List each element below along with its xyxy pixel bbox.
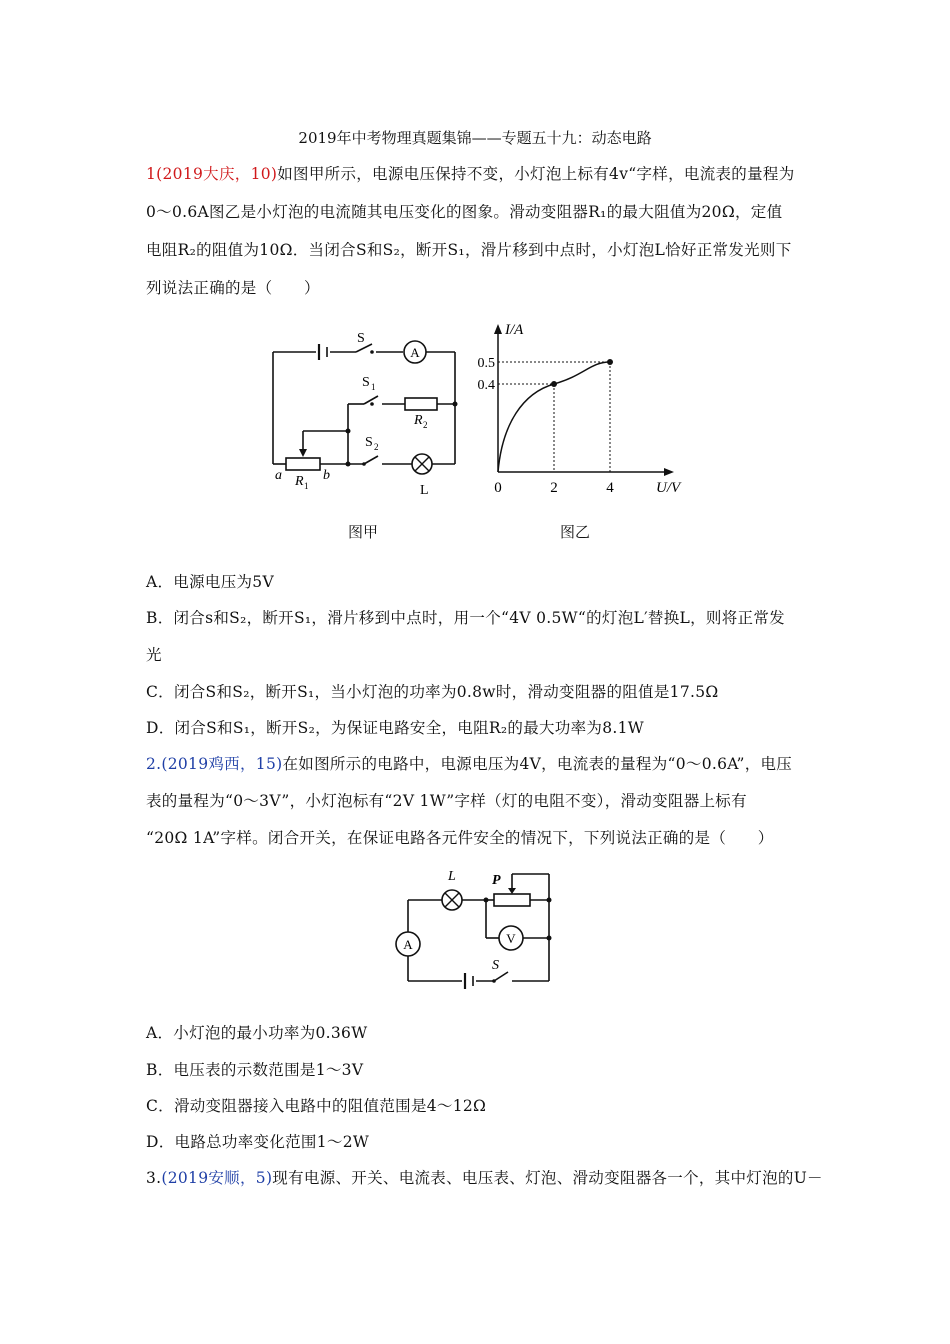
x-tick-label-0: 0 [494, 480, 502, 496]
q2-option-c: C．滑动变阻器接入电路中的阻值范围是4～12Ω [146, 1097, 487, 1115]
r1-sub: 1 [304, 481, 309, 491]
q2-option-b: B．电压表的示数范围是1～3V [146, 1061, 364, 1079]
q2-line-2: 表的量程为“0～3V”，小灯泡标有“2V 1W”字样（灯的电阻不变），滑动变阻器上标有 [146, 792, 747, 810]
switch-s2-sub: 2 [374, 442, 379, 452]
r2-label: R [414, 413, 423, 428]
end-a-label: a [275, 468, 282, 483]
y-tick-label-0: 0.4 [477, 378, 495, 393]
switch-s1-label: S [362, 375, 370, 390]
lamp-label: L [420, 483, 429, 498]
q1-option-d: D．闭合S和S₁，断开S₂，为保证电路安全，电阻R₂的最大功率为8.1W [146, 719, 644, 737]
figure-jia-caption: 图甲 [348, 523, 379, 541]
y-axis-label: I/A [505, 322, 524, 338]
end-b-label: b [323, 468, 330, 483]
q1-line-2: 0～0.6A图乙是小灯泡的电流随其电压变化的图象。滑动变阻器R₁的最大阻值为20Ω，定值 [146, 203, 783, 221]
q2-source: (2019鸡西，15) [161, 755, 283, 773]
q1-option-b: B．闭合s和S₂，断开S₁，滑片移到中点时，用一个“4V 0.5W“的灯泡L′替换L，则将正常发 [146, 609, 785, 627]
switch2-label: S [492, 958, 499, 973]
q1-number: 1 [146, 165, 157, 183]
q1-option-a: A．电源电压为5V [146, 573, 274, 591]
q2-number: 2. [146, 755, 162, 773]
iu-chart [470, 318, 690, 498]
ammeter-label: A [410, 345, 420, 360]
y-tick-label-1: 0.5 [477, 356, 495, 371]
q1-line-1 [146, 162, 795, 184]
q1-line-4: 列说法正确的是（ ） [146, 279, 320, 297]
x-tick-label-1: 2 [550, 480, 558, 496]
x-tick-label-2: 4 [606, 480, 614, 496]
q2-line-3: “20Ω 1A”字样。闭合开关，在保证电路各元件安全的情况下，下列说法正确的是（ ） [146, 829, 774, 847]
q3-line-1 [146, 1166, 823, 1188]
q2-option-d: D．电路总功率变化范围1～2W [146, 1133, 370, 1151]
q1-line-3: 电阻R₂的阻值为10Ω．当闭合S和S₂，断开S₁，滑片移到中点时，小灯泡L恰好正常发光则下 [146, 241, 792, 259]
r2-sub: 2 [423, 420, 428, 430]
lamp2-label: L [448, 869, 456, 884]
q3-source: (2019安顺，5) [161, 1169, 273, 1187]
q1-source: (2019大庆，10) [156, 165, 278, 183]
data-point-0 [551, 381, 557, 387]
ammeter2-label: A [403, 937, 413, 952]
q1-option-b-cont: 光 [146, 646, 162, 664]
switch-s-label: S [357, 331, 365, 346]
r1-label: R [295, 474, 304, 489]
circuit-diagram-2 [386, 862, 566, 992]
x-axis-label: U/V [656, 480, 681, 496]
switch-s2-label: S [365, 435, 373, 450]
q2-option-a: A．小灯泡的最小功率为0.36W [146, 1024, 368, 1042]
slider-p-label: P [492, 873, 501, 888]
page-title: 2019年中考物理真题集锦——专题五十九：动态电路 [298, 129, 652, 147]
switch-s1-sub: 1 [371, 382, 376, 392]
q2-line-1 [146, 752, 792, 774]
voltmeter-label: V [506, 931, 516, 946]
circuit-diagram-1 [260, 318, 470, 498]
figure-yi-caption: 图乙 [560, 523, 591, 541]
q2-text-1: 在如图所示的电路中，电源电压为4V，电流表的量程为“0～0.6A”，电压 [282, 755, 793, 773]
data-point-1 [607, 359, 613, 365]
q1-option-c: C．闭合S和S₂，断开S₁，当小灯泡的功率为0.8w时，滑动变阻器的阻值是17.5Ω [146, 683, 719, 701]
q3-text-1: 现有电源、开关、电流表、电压表、灯泡、滑动变阻器各一个，其中灯泡的U－ [272, 1169, 823, 1187]
q1-text-1: 如图甲所示，电源电压保持不变，小灯泡上标有4v“字样，电流表的量程为 [277, 165, 795, 183]
q3-number: 3. [146, 1169, 162, 1187]
